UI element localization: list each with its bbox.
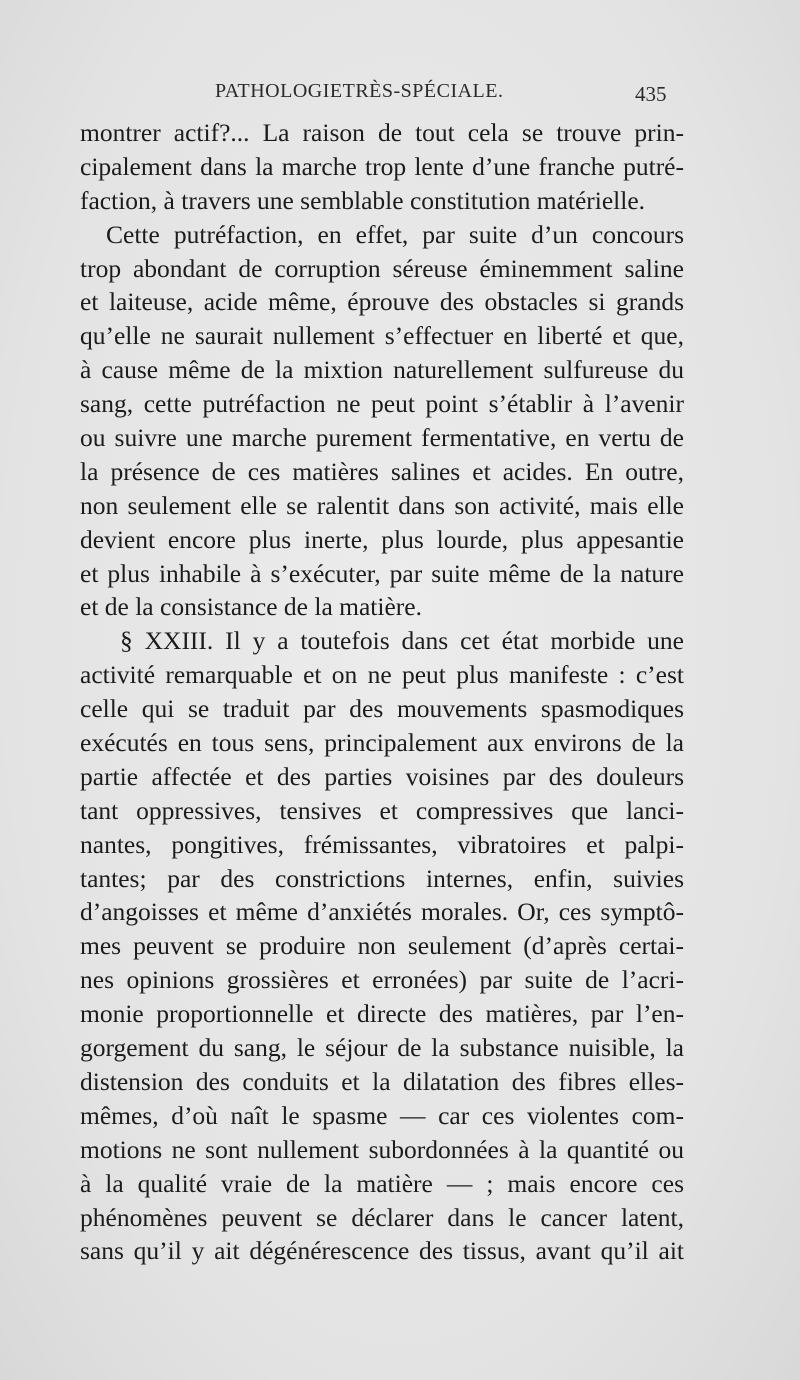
text-line: à la qualité vraie de la matière — ; mais encore ces	[80, 1168, 684, 1198]
text-line: phénomènes peuvent se déclarer dans le cancer latent,	[80, 1202, 684, 1232]
text-line: tantes; par des constrictions internes, enfin, suivies	[80, 863, 684, 893]
page-number: 435	[635, 82, 667, 106]
text-line: mes peuvent se produire non seulement (d’après certai-	[80, 931, 684, 961]
text-line: tant oppressives, tensives et compressives que lanci-	[80, 795, 684, 825]
text-line: exécutés en tous sens, principalement aux environs de la	[80, 728, 684, 758]
text-line: la présence de ces matières salines et acides. En outre,	[80, 456, 684, 486]
text-line: mêmes, d’où naît le spasme — car ces violentes com-	[80, 1100, 684, 1130]
text-line: celle qui se traduit par des mouvements spasmodiques	[80, 694, 684, 724]
text-line: devient encore plus inerte, plus lourde, plus appesantie	[80, 524, 684, 554]
text-line: qu’elle ne saurait nullement s’effectuer en liberté et que,	[80, 321, 684, 351]
running-title: PATHOLOGIETRÈS-SPÉCIALE.	[215, 80, 504, 102]
text-line: cipalement dans la marche trop lente d’une franche putré-	[80, 151, 684, 181]
paragraph-start-line: Cette putréfaction, en effet, par suite d’un concours	[106, 219, 684, 249]
text-line: distension des conduits et la dilatation des fibres elles-	[80, 1066, 684, 1096]
body-text	[80, 116, 684, 1268]
text-line: faction, à travers une semblable constitution matérielle.	[80, 185, 646, 215]
text-line: d’angoisses et même d’anxiétés morales. Or, ces symptô-	[80, 897, 684, 927]
text-line: sans qu’il y ait dégénérescence des tissus, avant qu’il ait	[80, 1236, 684, 1266]
section-heading-line: § XXIII. Il y a toutefois dans cet état morbide une	[120, 626, 684, 656]
text-line: activité remarquable et on ne peut plus manifeste : c’est	[80, 660, 684, 690]
text-line: sang, cette putréfaction ne peut point s’établir à l’avenir	[80, 389, 684, 419]
text-line: nes opinions grossières et erronées) par suite de l’acri-	[80, 965, 684, 995]
text-line: gorgement du sang, le séjour de la substance nuisible, la	[80, 1033, 684, 1063]
text-line: motions ne sont nullement subordonnées à la quantité ou	[80, 1134, 684, 1164]
text-line: et plus inhabile à s’exécuter, par suite même de la nature	[80, 558, 684, 588]
text-line: ou suivre une marche purement fermentative, en vertu de	[80, 423, 684, 453]
text-line: et laiteuse, acide même, éprouve des obstacles si grands	[80, 287, 684, 317]
text-line: non seulement elle se ralentit dans son activité, mais elle	[80, 490, 684, 520]
text-line: nantes, pongitives, frémissantes, vibratoires et palpi-	[80, 829, 684, 859]
text-line: à cause même de la mixtion naturellement sulfureuse du	[80, 355, 684, 385]
text-line: montrer actif?... La raison de tout cela se trouve prin-	[80, 118, 684, 147]
text-line: trop abondant de corruption séreuse éminemment saline	[80, 253, 684, 283]
running-head	[0, 80, 800, 110]
text-line: partie affectée et des parties voisines par des douleurs	[80, 761, 684, 791]
text-line: et de la consistance de la matière.	[80, 592, 422, 622]
text-line: monie proportionnelle et directe des matières, par l’en-	[80, 999, 684, 1029]
